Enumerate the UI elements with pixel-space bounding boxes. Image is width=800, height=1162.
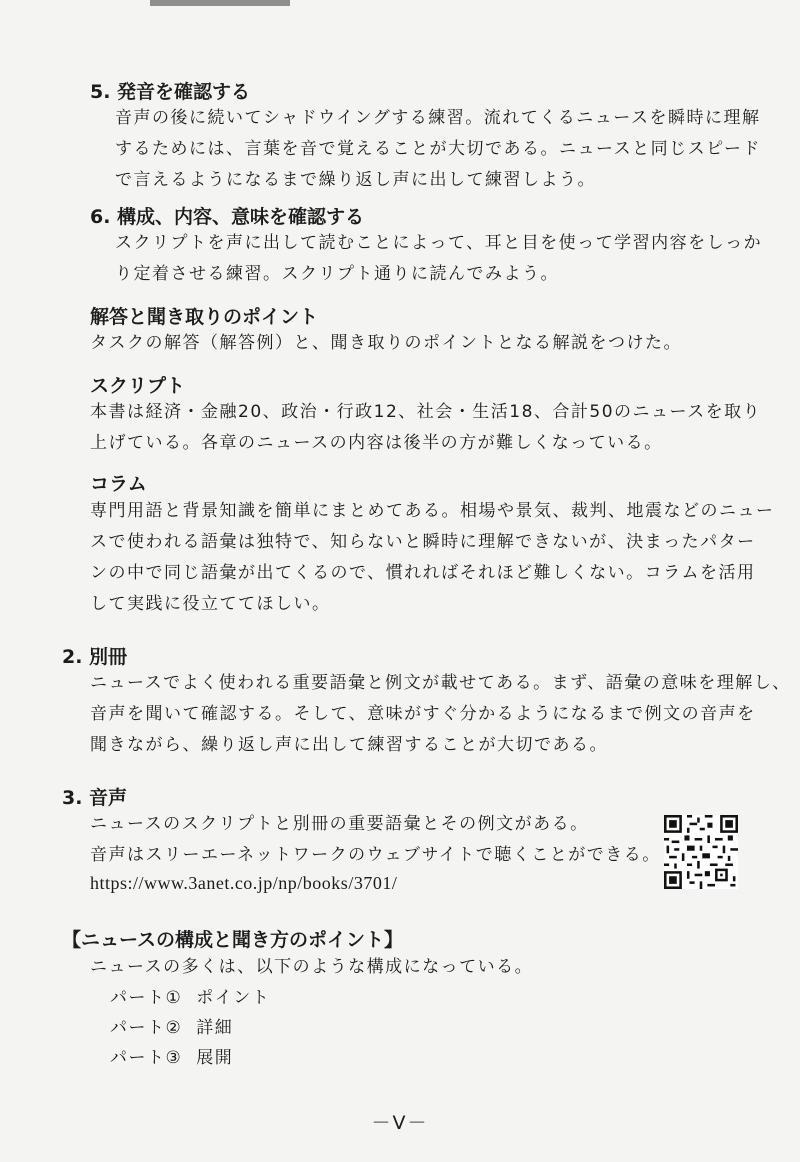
part-label: パート②: [110, 1018, 183, 1038]
paragraph-line: ニュースの多くは、以下のような構成になっている。: [90, 957, 534, 977]
heading-column: コラム: [90, 473, 147, 495]
part-label: パート③: [110, 1048, 183, 1068]
paragraph-line: ニュースのスクリプトと別冊の重要語彙とその例文がある。: [90, 814, 589, 834]
heading-news-structure: 【ニュースの構成と聞き方のポイント】: [62, 929, 404, 951]
paragraph-line: スで使われる語彙は独特で、知らないと瞬時に理解できないが、決まったパター: [90, 532, 756, 552]
page-number: －V－: [371, 1112, 429, 1134]
paragraph-line: で言えるようになるまで繰り返し声に出して練習しよう。: [115, 170, 596, 190]
heading-script: スクリプト: [90, 375, 186, 397]
audio-url-link[interactable]: https://www.3anet.co.jp/np/books/3701/: [90, 873, 398, 893]
heading-audio: 3. 音声: [62, 787, 128, 809]
heading-supplement: 2. 別冊: [62, 646, 128, 668]
part-name: ポイント: [196, 988, 271, 1008]
paragraph-line: 音声の後に続いてシャドウイングする練習。流れてくるニュースを瞬時に理解: [115, 108, 761, 128]
part-item: [110, 1013, 233, 1044]
paragraph-line: するためには、言葉を音で覚えることが大切である。ニュースと同じスピード: [115, 139, 761, 159]
part-name: 詳細: [196, 1018, 234, 1038]
part-label: パート①: [110, 988, 183, 1008]
heading-pronunciation: 5. 発音を確認する: [90, 81, 251, 103]
paragraph-line: して実践に役立ててほしい。: [90, 594, 331, 614]
part-item: [110, 983, 270, 1014]
paragraph-line: 音声を聞いて確認する。そして、意味がすぐ分かるようになるまで例文の音声を: [90, 704, 756, 724]
qr-code-icon: [664, 815, 738, 889]
part-name: 展開: [196, 1048, 234, 1068]
heading-structure-check: 6. 構成、内容、意味を確認する: [90, 206, 365, 228]
top-edge-mark: [150, 0, 290, 6]
paragraph-line: ニュースでよく使われる重要語彙と例文が載せてある。まず、語彙の意味を理解し、: [90, 673, 791, 693]
paragraph-line: 上げている。各章のニュースの内容は後半の方が難しくなっている。: [90, 433, 663, 453]
paragraph-line: 聞きながら、繰り返し声に出して練習することが大切である。: [90, 735, 608, 755]
paragraph-line: タスクの解答（解答例）と、聞き取りのポイントとなる解説をつけた。: [90, 333, 682, 353]
heading-answers: 解答と聞き取りのポイント: [90, 306, 319, 328]
paragraph-line: 本書は経済・金融20、政治・行政12、社会・生活18、合計50のニュースを取り: [90, 402, 762, 422]
part-item: [110, 1043, 233, 1074]
paragraph-line: ンの中で同じ語彙が出てくるので、慣れればそれほど難しくない。コラムを活用: [90, 563, 756, 583]
paragraph-line: 音声はスリーエーネットワークのウェブサイトで聴くことができる。: [90, 845, 661, 865]
paragraph-line: 専門用語と背景知識を簡単にまとめてある。相場や景気、裁判、地震などのニュー: [90, 501, 775, 521]
paragraph-line: り定着させる練習。スクリプト通りに読んでみよう。: [115, 264, 559, 284]
paragraph-line: スクリプトを声に出して読むことによって、耳と目を使って学習内容をしっか: [115, 233, 763, 253]
